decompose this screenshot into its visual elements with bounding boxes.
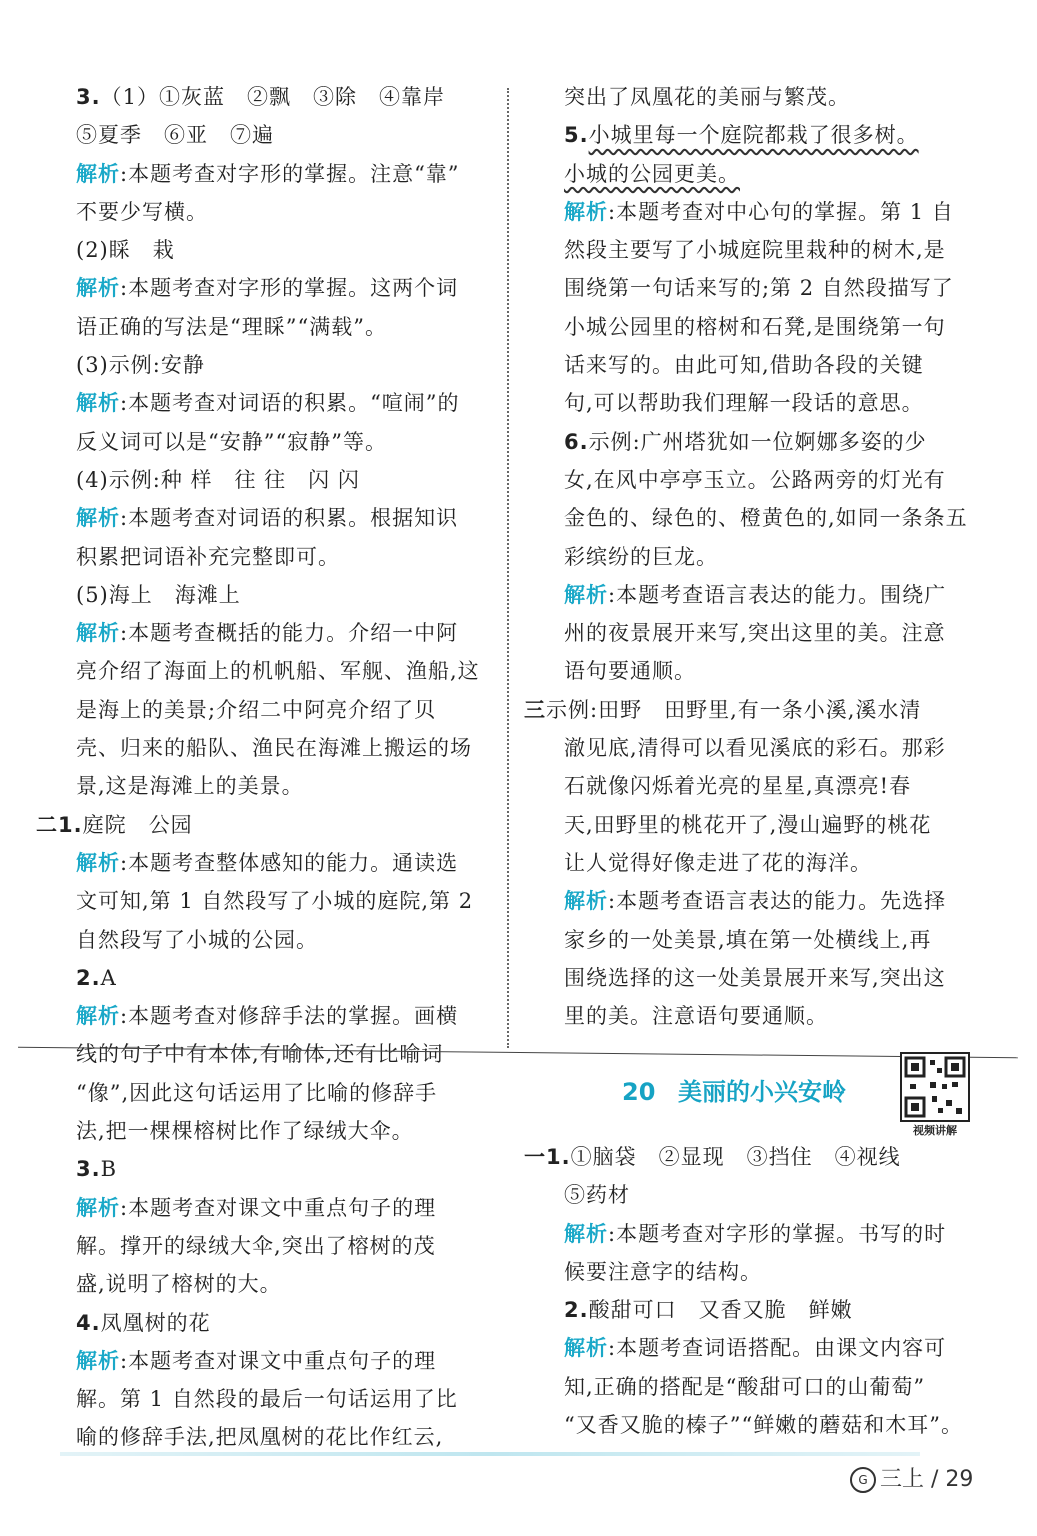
line-text: 里的美。注意语句要通顺。 (564, 1004, 828, 1029)
text-line (76, 997, 486, 1035)
text-line (564, 1368, 974, 1406)
text-line (76, 614, 486, 652)
line-text: 天,田野里的桃花开了,漫山遍野的桃花 (564, 812, 932, 837)
text-line (76, 423, 486, 461)
line-text: ⑤药材 (564, 1183, 630, 1208)
line-text: 家乡的一处美景,填在第一处横线上,再 (564, 927, 932, 952)
analysis-label: 解析 (76, 850, 120, 875)
text-line (76, 1418, 486, 1456)
line-text: :本题考查词语搭配。由课文内容可 (608, 1336, 947, 1361)
section-marker: 一 (524, 1144, 546, 1169)
text-line (564, 1291, 974, 1329)
text-line (76, 1150, 486, 1188)
question-number: 6. (564, 429, 589, 454)
line-text: B (100, 1157, 118, 1182)
text-line (564, 882, 974, 920)
line-text: :本题考查对课文中重点句子的理 (120, 1195, 437, 1220)
text-line (564, 231, 974, 269)
line-text: :本题考查语言表达的能力。围绕广 (608, 582, 947, 607)
line-text: 自然段写了小城的公园。 (76, 927, 318, 952)
text-line (76, 346, 486, 384)
line-text: 凤凰树的花 (100, 1310, 211, 1335)
line-text: 线的句子中有本体,有喻体,还有比喻词 (76, 1042, 444, 1067)
analysis-label: 解析 (76, 1195, 120, 1220)
line-text: 法,把一棵棵榕树比作了绿绒大伞。 (76, 1119, 414, 1144)
text-line (76, 844, 486, 882)
line-text: :本题考查对中心句的掌握。第 1 自 (608, 199, 954, 224)
footer-band (60, 1452, 920, 1456)
text-line (564, 997, 974, 1035)
text-line (76, 921, 486, 959)
text-line (564, 1406, 974, 1444)
right-column-upper (524, 78, 974, 1035)
analysis-label: 解析 (564, 1221, 608, 1246)
question-number: 1. (546, 1145, 571, 1169)
text-line (76, 1074, 486, 1112)
line-text: 彩缤纷的巨龙。 (564, 544, 718, 569)
line-text: 喻的修辞手法,把凤凰树的花比作红云, (76, 1425, 444, 1450)
text-line (76, 461, 486, 499)
analysis-label: 解析 (564, 199, 608, 224)
line-text: 解。第 1 自然段的最后一句话运用了比 (76, 1387, 458, 1412)
text-line (76, 231, 486, 269)
line-text: 庭院 公园 (82, 812, 193, 837)
text-line (564, 767, 974, 805)
text-line (564, 576, 974, 614)
line-text: “又香又脆的榛子”“鲜嫩的蘑菇和木耳”。 (564, 1413, 963, 1438)
text-line (76, 193, 486, 231)
text-line (76, 1189, 486, 1227)
analysis-label: 解析 (76, 391, 120, 416)
line-text: :本题考查对字形的掌握。注意“靠” (120, 161, 460, 186)
text-line (76, 1035, 486, 1073)
line-text: 小城的公园更美。 (564, 161, 740, 186)
text-line (564, 844, 974, 882)
text-line (76, 269, 486, 307)
question-number: 1. (58, 812, 83, 837)
line-text: :本题考查对词语的积累。“喧闹”的 (120, 391, 460, 416)
text-line (564, 116, 974, 154)
line-text: :本题考查对字形的掌握。书写的时 (608, 1221, 947, 1246)
text-line (76, 1380, 486, 1418)
text-line (76, 1342, 486, 1380)
line-text: (4)示例:种 样 往 往 闪 闪 (76, 467, 360, 492)
text-line (564, 308, 974, 346)
line-text: 句,可以帮助我们理解一段话的意思。 (564, 391, 924, 416)
question-number: 2. (76, 965, 101, 990)
line-text: 亮介绍了海面上的机帆船、军舰、渔船,这 (76, 659, 480, 684)
line-text: 壳、归来的船队、渔民在海滩上搬运的场 (76, 736, 472, 761)
text-line (76, 1112, 486, 1150)
column-divider (507, 88, 509, 1048)
line-text: 小城里每一个庭院都栽了很多树。 (588, 123, 919, 148)
line-text: 突出了凤凰花的美丽与繁茂。 (564, 85, 850, 109)
lesson-number: 20 (622, 1078, 656, 1106)
line-text: ①脑袋 ②显现 ③挡住 ④视线 (570, 1145, 901, 1169)
line-text: 澈见底,清得可以看见溪底的彩石。那彩 (564, 736, 946, 761)
analysis-label: 解析 (564, 582, 608, 607)
text-line (564, 78, 974, 116)
text-line (564, 155, 974, 193)
text-line (76, 499, 486, 537)
text-line (564, 538, 974, 576)
line-text: 景,这是海滩上的美景。 (76, 774, 304, 799)
line-text: 州的夜景展开来写,突出这里的美。注意 (564, 621, 946, 646)
text-line (76, 308, 486, 346)
analysis-label: 解析 (76, 621, 120, 646)
analysis-label: 解析 (76, 161, 120, 186)
qr-label: 视频讲解 (913, 1124, 957, 1137)
line-text: 围绕选择的这一处美景展开来写,突出这 (564, 965, 946, 990)
line-text: :本题考查语言表达的能力。先选择 (608, 889, 947, 914)
qr-code-icon[interactable] (900, 1052, 970, 1122)
text-line (76, 882, 486, 920)
analysis-label: 解析 (76, 506, 120, 531)
text-line (564, 346, 974, 384)
line-text: 示例:广州塔犹如一位婀娜多姿的少 (588, 429, 927, 454)
text-line (564, 652, 974, 690)
text-line (524, 691, 974, 729)
text-line (76, 652, 486, 690)
text-line (76, 155, 486, 193)
text-line (76, 576, 486, 614)
left-column (36, 78, 486, 1457)
line-text: 解。撑开的绿绒大伞,突出了榕树的茂 (76, 1233, 436, 1258)
text-line (76, 767, 486, 805)
line-text: “像”,因此这句话运用了比喻的修辞手 (76, 1080, 438, 1105)
line-text: 示例:田野 田野里,有一条小溪,溪水清 (546, 697, 922, 722)
text-line (564, 384, 974, 422)
line-text: :本题考查对字形的掌握。这两个词 (120, 276, 459, 301)
line-text: :本题考查对课文中重点句子的理 (120, 1348, 437, 1373)
analysis-label: 解析 (564, 1336, 608, 1361)
text-line (564, 959, 974, 997)
text-line (76, 729, 486, 767)
analysis-label: 解析 (564, 889, 608, 914)
text-line (564, 1215, 974, 1253)
text-line (76, 959, 486, 997)
line-text: 围绕第一句话来写的;第 2 自然段描写了 (564, 276, 954, 301)
question-number: 2. (564, 1298, 589, 1323)
text-line (564, 1253, 974, 1291)
line-text: :本题考查对词语的积累。根据知识 (120, 506, 459, 531)
line-text: ⑤夏季 ⑥亚 ⑦遍 (76, 123, 274, 148)
question-number: 4. (76, 1310, 101, 1335)
line-text: 语正确的写法是“理睬”“满载”。 (76, 314, 387, 339)
lesson-header (622, 1072, 902, 1112)
line-text: 是海上的美景;介绍二中阿亮介绍了贝 (76, 697, 437, 722)
text-line (76, 116, 486, 154)
text-line (76, 538, 486, 576)
line-text: 反义词可以是“安静”“寂静”等。 (76, 429, 387, 454)
text-line (564, 193, 974, 231)
grade-label: 三上 (880, 1467, 925, 1492)
line-text: 语句要通顺。 (564, 659, 696, 684)
text-line (564, 499, 974, 537)
text-line (564, 461, 974, 499)
text-line (524, 1138, 974, 1176)
line-text: 小城公园里的榕树和石凳,是围绕第一句 (564, 314, 946, 339)
line-text: (5)海上 海滩上 (76, 582, 241, 607)
analysis-label: 解析 (76, 1348, 120, 1373)
question-number: 3. (76, 1157, 101, 1182)
line-text: 话来写的。由此可知,借助各段的关键 (564, 353, 924, 378)
text-line (76, 384, 486, 422)
text-line (76, 1265, 486, 1303)
line-text: 酸甜可口 又香又脆 鲜嫩 (588, 1298, 853, 1323)
qr-pattern-icon (902, 1054, 968, 1120)
right-column-lower (524, 1138, 974, 1444)
text-line (76, 1304, 486, 1342)
line-text: 金色的、绿色的、橙黄色的,如同一条条五 (564, 506, 968, 531)
text-line (564, 614, 974, 652)
section-marker: 三 (524, 696, 546, 722)
line-text: A (100, 965, 117, 990)
page-number (850, 1462, 990, 1502)
text-line (76, 691, 486, 729)
lesson-title: 美丽的小兴安岭 (678, 1078, 846, 1106)
text-line (564, 423, 974, 461)
analysis-label: 解析 (76, 1004, 120, 1029)
line-text: 知,正确的搭配是“酸甜可口的山葡萄” (564, 1374, 926, 1399)
text-line (564, 1176, 974, 1214)
question-number: 5. (564, 123, 589, 148)
grade-badge-icon: G (850, 1467, 876, 1493)
text-line (564, 729, 974, 767)
analysis-label: 解析 (76, 276, 120, 301)
text-line (564, 269, 974, 307)
line-text: :本题考查对修辞手法的掌握。画横 (120, 1004, 459, 1029)
line-text: 女,在风中亭亭玉立。公路两旁的灯光有 (564, 467, 946, 492)
line-text: 石就像闪烁着光亮的星星,真漂亮!春 (564, 774, 912, 799)
line-text: :本题考查概括的能力。介绍一中阿 (120, 621, 459, 646)
line-text: 不要少写横。 (76, 199, 208, 224)
section-marker: 二 (36, 811, 58, 837)
text-line (76, 1227, 486, 1265)
text-line (76, 78, 486, 116)
text-line (564, 921, 974, 959)
text-line (36, 806, 486, 844)
text-line (564, 1329, 974, 1367)
line-text: 让人觉得好像走进了花的海洋。 (564, 850, 872, 875)
line-text: :本题考查整体感知的能力。通读选 (120, 850, 459, 875)
page-label: / 29 (931, 1467, 974, 1492)
line-text: 文可知,第 1 自然段写了小城的庭院,第 2 (76, 889, 474, 914)
line-text: (3)示例:安静 (76, 353, 205, 378)
line-text: （1）①灰蓝 ②飘 ③除 ④靠岸 (100, 85, 445, 109)
line-text: 盛,说明了榕树的大。 (76, 1272, 282, 1297)
line-text: 然段主要写了小城庭院里栽种的树木,是 (564, 238, 946, 263)
line-text: 积累把词语补充完整即可。 (76, 544, 340, 569)
text-line (564, 806, 974, 844)
line-text: 候要注意字的结构。 (564, 1259, 762, 1284)
question-number: 3. (76, 85, 101, 109)
line-text: (2)睬 栽 (76, 238, 175, 263)
